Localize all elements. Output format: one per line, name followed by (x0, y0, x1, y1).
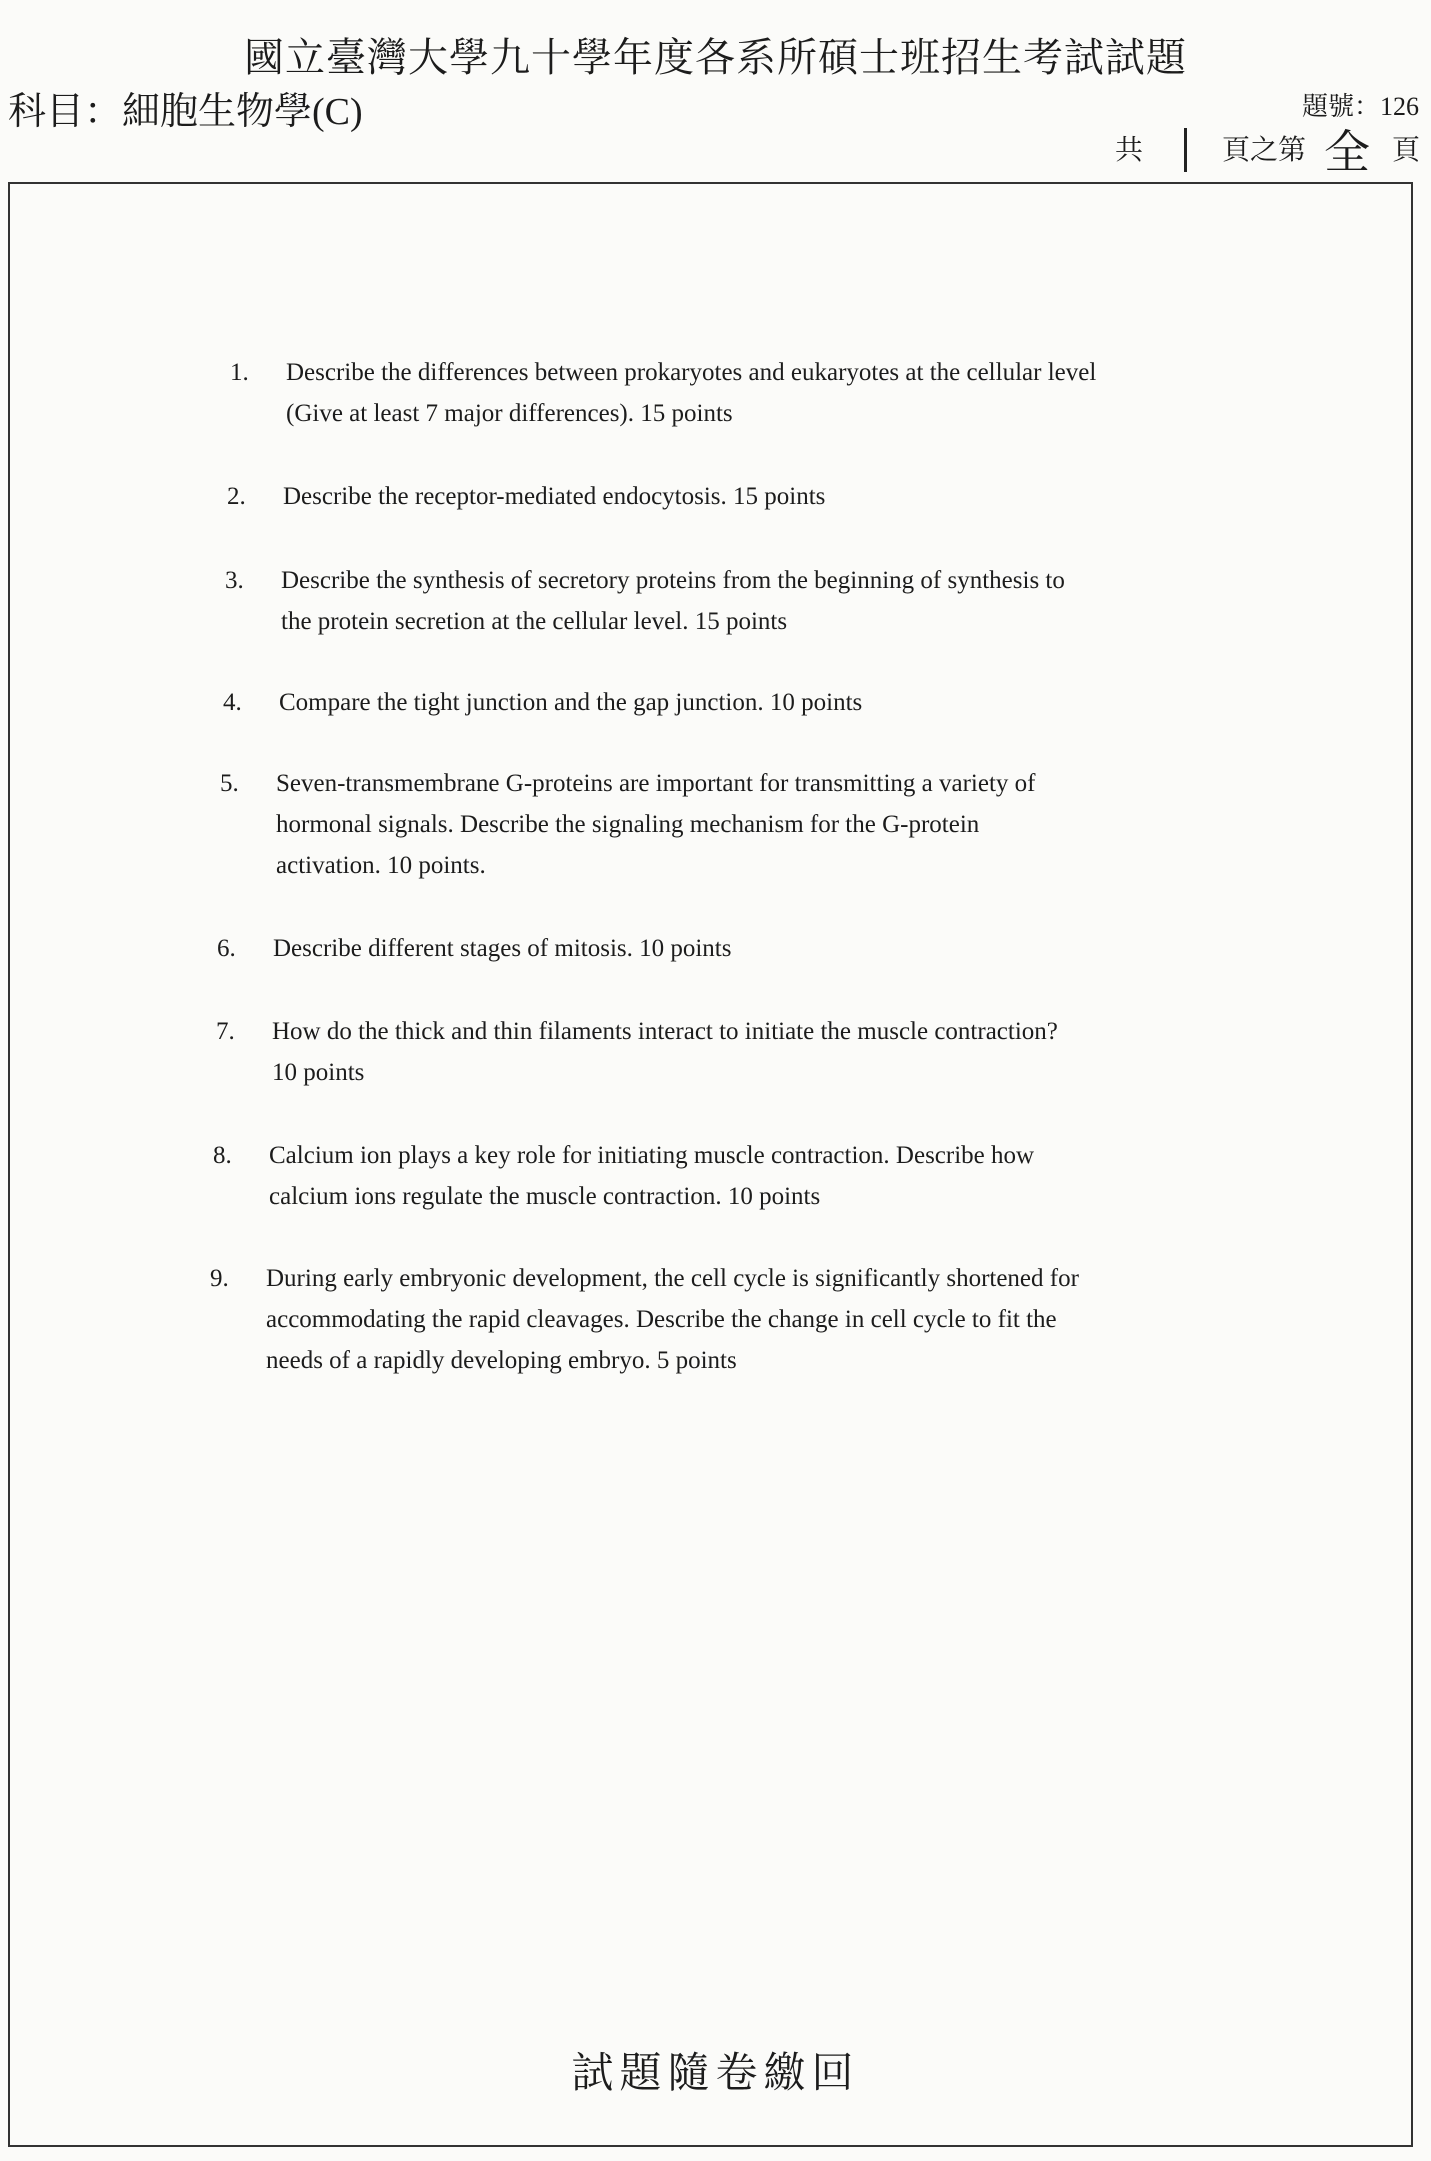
subject-label: 科目：細胞生物學(C) (8, 91, 363, 133)
return-exam-note: 試題隨卷繳回 (571, 2048, 860, 2097)
question-text: During early embryonic development, the cell cycle is significantly shortened for accommodating the rapid cleavages. Describe the change in cell cycle to fit the needs of a rapidly developing embryo. 5 points (266, 1265, 1079, 1374)
question-number: 1. (230, 359, 249, 386)
question-text: Calcium ion plays a key role for initiating muscle contraction. Describe how calcium ions regulate the muscle contraction. 10 points (269, 1142, 1035, 1210)
question-text: Describe the synthesis of secretory proteins from the beginning of synthesis to the protein secretion at the cellular level. 15 points (281, 567, 1065, 635)
question-number: 2. (227, 483, 246, 510)
question-number: 5. (220, 770, 239, 797)
question-text: Compare the tight junction and the gap junction. 10 points (279, 689, 863, 716)
question-number: 9. (210, 1265, 229, 1292)
question-text: Describe the receptor-mediated endocytosis. 15 points (283, 483, 826, 510)
page-label: 頁 (1392, 135, 1421, 166)
question-number: 4. (223, 689, 242, 716)
page-count-handwritten-mark (1184, 128, 1187, 172)
question-text: Seven-transmembrane G-proteins are important for transmitting a variety of hormonal signals. Describe the signaling mechanism for the G-protein activation. 10 points. (276, 770, 1036, 879)
question-number: 6. (217, 935, 236, 962)
page-total-label: 共 (1115, 135, 1144, 166)
question-number: 3. (225, 567, 244, 594)
question-number: 7. (216, 1018, 235, 1045)
page-of-label: 頁之第 (1222, 135, 1307, 166)
page-current-handwritten: 全 (1324, 127, 1370, 178)
question-code: 題號：126 (1301, 92, 1419, 121)
question-text: How do the thick and thin filaments interact to initiate the muscle contraction? 10 points (272, 1018, 1058, 1086)
question-text: Describe different stages of mitosis. 10 points (273, 935, 732, 962)
question-number: 8. (213, 1142, 232, 1169)
exam-title: 國立臺灣大學九十學年度各系所碩士班招生考試試題 (244, 35, 1187, 80)
question-text: Describe the differences between prokaryotes and eukaryotes at the cellular level (Give at least 7 major differences). 15 points (286, 359, 1097, 427)
